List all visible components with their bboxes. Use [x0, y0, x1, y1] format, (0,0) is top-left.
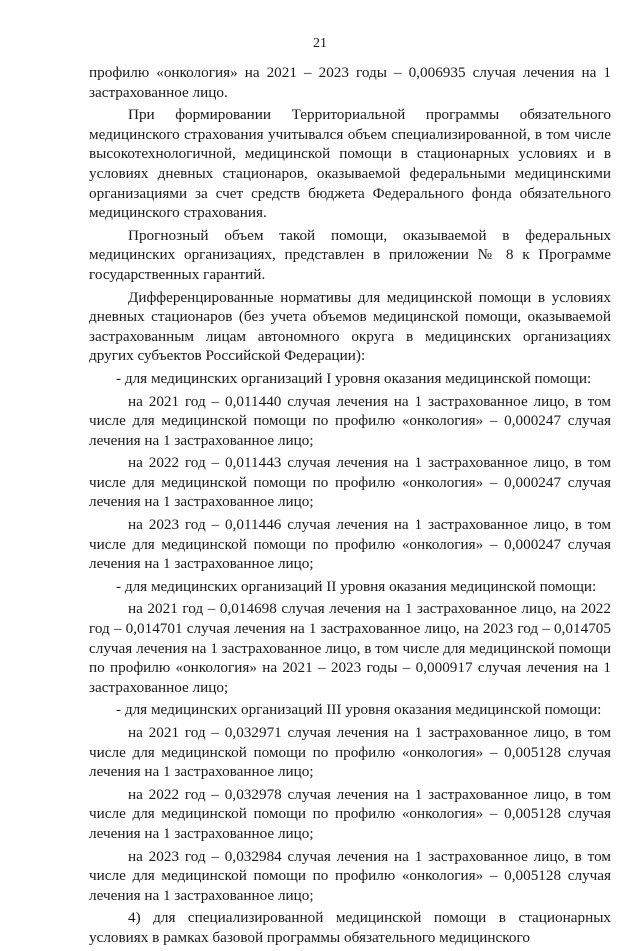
paragraph: Дифференцированные нормативы для медицинской помощи в условиях дневных стационаров (без учета объемов медицинской помощи, оказываемой застрахованным лицам автономного округа в медицинских организациях других субъектов Российской Федерации):	[89, 288, 611, 365]
paragraph: профилю «онкология» на 2021 – 2023 годы – 0,006935 случая лечения на 1 застрахованное лицо.	[89, 64, 611, 101]
list-item: - для медицинских организаций III уровня оказания медицинской помощи:	[116, 701, 602, 719]
paragraph: Прогнозный объем такой помощи, оказываемой в федеральных медицинских организациях, представлен в приложении № 8 к Программе государственных гарантий.	[89, 226, 611, 283]
paragraph: 4) для специализированной медицинской помощи в стационарных условиях в рамках базовой программы обязательного медицинского	[89, 909, 611, 946]
paragraph: на 2021 год – 0,014698 случая лечения на 1 застрахованное лицо, на 2022 год – 0,014701 случая лечения на 1 застрахованное лицо, на 2023 год – 0,014705 случая лечения на 1 застрахованное лицо, в том числе для медицинской помощи по профилю «онкология» на 2021 – 2023 годы – 0,000917 случая лечения на 1 застрахованное лицо;	[89, 600, 611, 696]
paragraph: При формировании Территориальной программы обязательного медицинского страхования учитывался объем специализированной, в том числе высокотехнологичной, медицинской помощи в стационарных условиях и в условиях дневных стационаров, оказываемой федеральными медицинскими организациями за счет средств бюджета Федерального фонда обязательного медицинского страхования.	[89, 106, 611, 222]
paragraph: на 2022 год – 0,011443 случая лечения на 1 застрахованное лицо, в том числе для медицинской помощи по профилю «онкология» – 0,000247 случая лечения на 1 застрахованное лицо;	[89, 454, 611, 511]
paragraph: на 2023 год – 0,032984 случая лечения на 1 застрахованное лицо, в том числе для медицинской помощи по профилю «онкология» – 0,005128 случая лечения на 1 застрахованное лицо;	[89, 847, 611, 904]
paragraph: на 2021 год – 0,011440 случая лечения на 1 застрахованное лицо, в том числе для медицинской помощи по профилю «онкология» – 0,000247 случая лечения на 1 застрахованное лицо;	[89, 392, 611, 449]
page-number: 21	[313, 36, 327, 51]
list-item: - для медицинских организаций I уровня оказания медицинской помощи:	[116, 369, 592, 387]
paragraph: на 2023 год – 0,011446 случая лечения на 1 застрахованное лицо, в том числе для медицинской помощи по профилю «онкология» – 0,000247 случая лечения на 1 застрахованное лицо;	[89, 516, 611, 573]
document-body	[89, 63, 611, 951]
paragraph: на 2022 год – 0,032978 случая лечения на 1 застрахованное лицо, в том числе для медицинской помощи по профилю «онкология» – 0,005128 случая лечения на 1 застрахованное лицо;	[89, 785, 611, 842]
list-item: - для медицинских организаций II уровня оказания медицинской помощи:	[116, 577, 597, 595]
paragraph: на 2021 год – 0,032971 случая лечения на 1 застрахованное лицо, в том числе для медицинской помощи по профилю «онкология» – 0,005128 случая лечения на 1 застрахованное лицо;	[89, 724, 611, 781]
